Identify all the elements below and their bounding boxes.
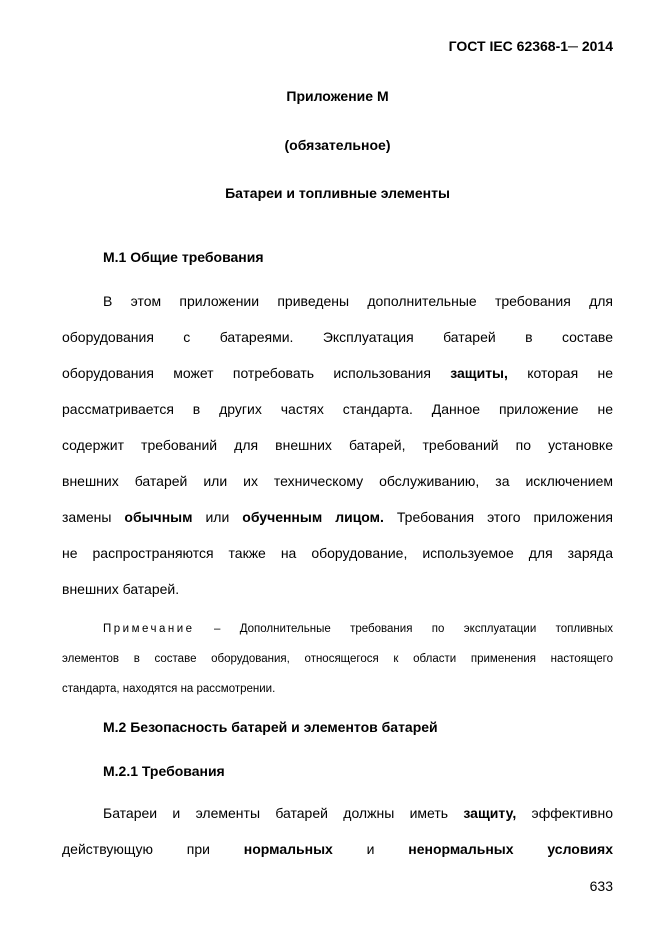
annex-title: Приложение М [286, 88, 389, 104]
paragraph-line: содержит требований для внешних батарей, требований по установке [62, 437, 613, 453]
paragraph-line: В этом приложении приведены дополнительные требования для [103, 293, 613, 309]
note-label: Примечание [103, 623, 195, 635]
paragraph-line: внешних батарей. [62, 581, 180, 597]
paragraph-line: оборудования с батареями. Эксплуатация батарей в составе [62, 329, 613, 345]
paragraph-line: действующую при нормальных и ненормальных условиях [62, 841, 613, 857]
paragraph-line: Батареи и элементы батарей должны иметь защиту, эффективно [103, 805, 613, 821]
term-abnormal-conditions: ненормальных условиях [408, 841, 613, 857]
paragraph-line: не распространяются также на оборудование, используемое для заряда [62, 545, 613, 561]
term-normal: нормальных [243, 841, 333, 857]
paragraph-line: замены обычным или обученным лицом. Требования этого приложения [62, 509, 613, 525]
paragraph-line: оборудования может потребовать использования защиты, которая не [62, 365, 613, 381]
paragraph-line: внешних батарей или их техническому обслуживанию, за исключением [62, 473, 613, 489]
annex-status: (обязательное) [284, 137, 391, 153]
standard-designation: ГОСТ IEC 62368-1─ 2014 [448, 38, 613, 54]
paragraph-line: рассматривается в других частях стандарта. Данное приложение не [62, 401, 613, 417]
section-m1-heading: М.1 Общие требования [103, 249, 264, 265]
note-line: стандарта, находятся на рассмотрении. [62, 683, 276, 695]
annex-subject: Батареи и топливные элементы [225, 185, 450, 201]
term-instructed-person: обученным лицом. [242, 509, 384, 525]
term-ordinary-person: обычным [124, 509, 193, 525]
section-m1-paragraph [62, 292, 613, 616]
note-line: элементов в составе оборудования, относящегося к области применения настоящего [62, 653, 613, 665]
note-line: Примечание – Дополнительные требования по эксплуатации топливных [103, 623, 613, 635]
term-protection: защиту, [463, 805, 517, 821]
section-m21-heading: М.2.1 Требования [103, 763, 225, 779]
term-protection: защиты, [450, 365, 508, 381]
page-number: 633 [589, 878, 613, 894]
note-block [62, 622, 613, 712]
section-m2-heading: М.2 Безопасность батарей и элементов батарей [103, 719, 438, 735]
section-m21-paragraph [62, 804, 613, 876]
